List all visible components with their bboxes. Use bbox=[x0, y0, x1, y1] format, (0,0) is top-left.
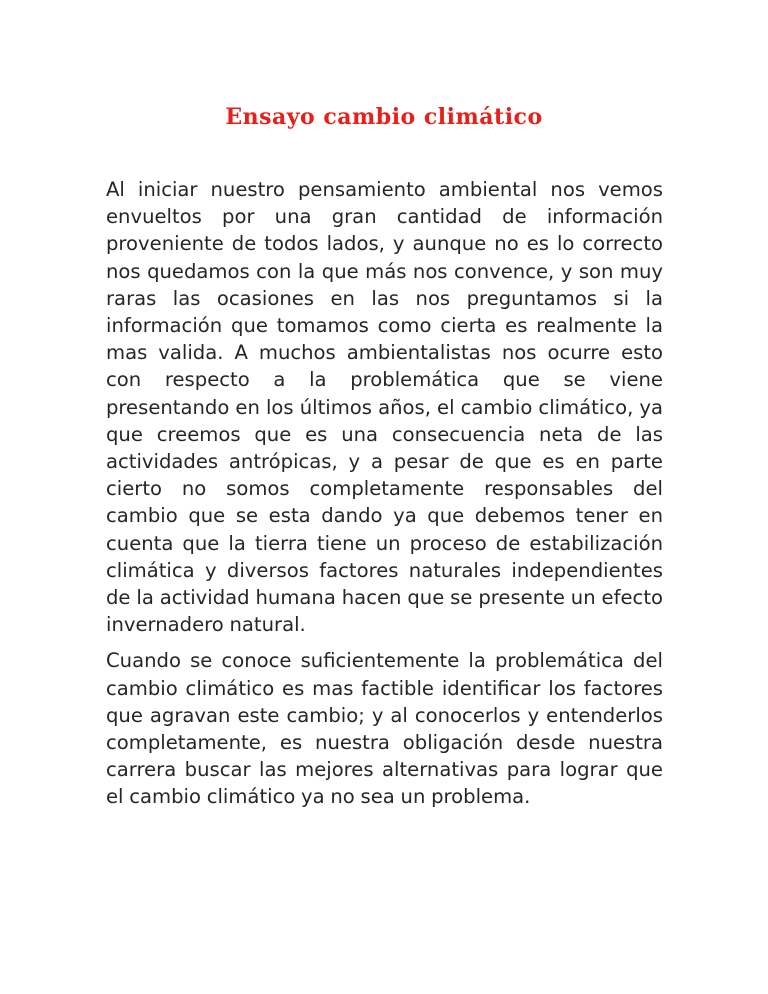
paragraph-1: Al iniciar nuestro pensamiento ambiental nos vemos envueltos por una gran cantidad de información proveniente de todos lados, y aunque no es lo correcto nos quedamos con la que más nos convence, y son muy raras las ocasiones en las nos preguntamos si la información que tomamos como cierta es realmente la mas valida. A muchos ambientalistas nos ocurre esto con respecto a la problemática que se viene presentando en los últimos años, el cambio climático, ya que creemos que es una consecuencia neta de las actividades antrópicas, y a pesar de que es en parte cierto no somos completamente responsables del cambio que se esta dando ya que debemos tener en cuenta que la tierra tiene un proceso de estabilización climática y diversos factores naturales independientes de la actividad humana hacen que se presente un efecto invernadero natural. bbox=[106, 178, 663, 637]
document-body bbox=[106, 176, 663, 820]
paragraph-2: Cuando se conoce suficientemente la problemática del cambio climático es mas factible identificar los factores que agravan este cambio; y al conocerlos y entenderlos completamente, es nuestra obligación desde nuestra carrera buscar las mejores alternativas para lograr que el cambio climático ya no sea un problema. bbox=[106, 649, 663, 809]
document-title: Ensayo cambio climático bbox=[225, 104, 543, 130]
